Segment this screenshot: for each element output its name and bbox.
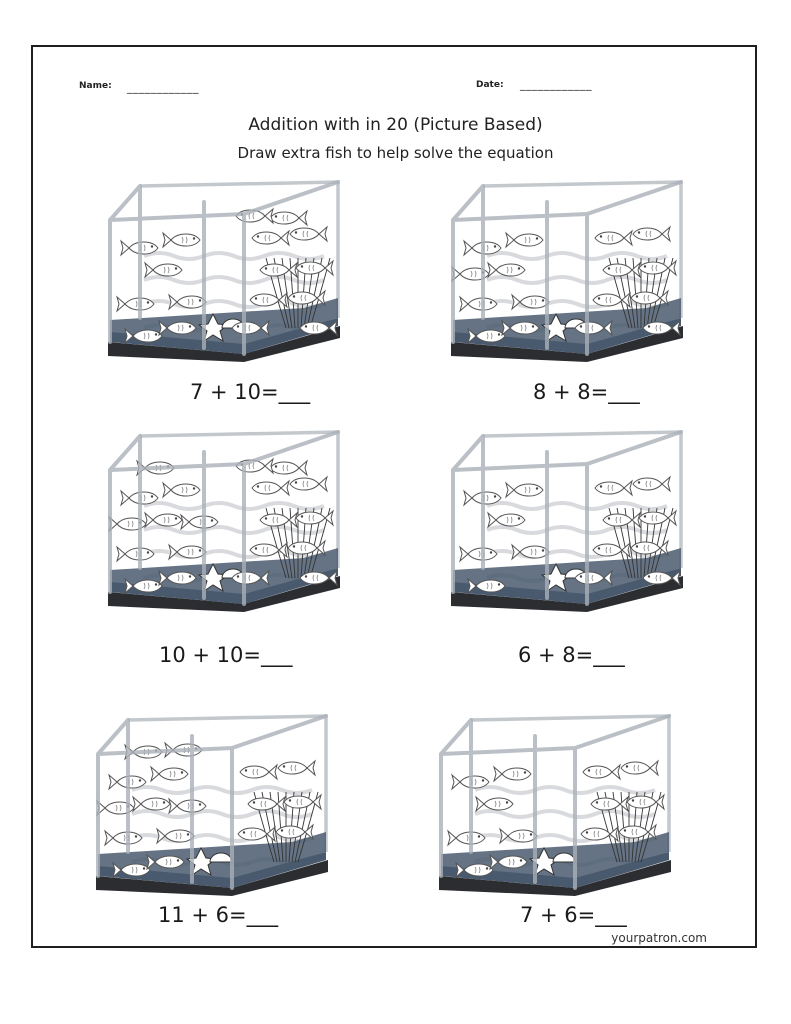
fish-icon bbox=[506, 233, 543, 247]
fish-icon bbox=[639, 261, 676, 275]
fish-icon bbox=[284, 795, 321, 809]
name-label: Name: bbox=[79, 81, 112, 91]
fish-icon bbox=[163, 233, 200, 247]
fish-icon bbox=[512, 545, 549, 559]
water-wave bbox=[144, 253, 324, 259]
fish-icon bbox=[631, 291, 668, 305]
water-wave bbox=[475, 787, 655, 793]
fish-icon bbox=[278, 761, 315, 775]
equation: 10 + 10=___ bbox=[159, 643, 293, 667]
fish-icon bbox=[290, 227, 327, 241]
fish-icon bbox=[512, 295, 549, 309]
fish-icon bbox=[270, 211, 307, 225]
water-wave bbox=[144, 527, 324, 533]
fish-icon bbox=[296, 261, 333, 275]
aquarium-illustration bbox=[92, 712, 338, 896]
water-wave bbox=[487, 527, 667, 533]
date-blank[interactable]: ____________ bbox=[520, 78, 592, 91]
fish-icon bbox=[460, 297, 497, 311]
aquarium-illustration bbox=[447, 428, 693, 612]
fish-icon bbox=[595, 481, 632, 495]
fish-icon bbox=[619, 825, 656, 839]
equation: 7 + 10=___ bbox=[190, 380, 311, 404]
aquarium-illustration bbox=[104, 428, 350, 612]
fish-icon bbox=[639, 511, 676, 525]
fish-icon bbox=[169, 295, 206, 309]
name-blank[interactable]: ____________ bbox=[127, 81, 199, 94]
fish-icon bbox=[631, 541, 668, 555]
fish-icon bbox=[583, 765, 620, 779]
fish-icon bbox=[506, 483, 543, 497]
fish-icon bbox=[488, 513, 525, 527]
water-wave bbox=[487, 503, 667, 509]
fish-icon bbox=[181, 515, 218, 529]
page-title: Addition with in 20 (Picture Based) bbox=[248, 115, 543, 135]
fish-icon bbox=[494, 767, 531, 781]
aquarium-illustration bbox=[435, 712, 681, 896]
fish-icon bbox=[633, 477, 670, 491]
footer-watermark: yourpatron.com bbox=[611, 931, 707, 945]
equation: 7 + 6=___ bbox=[520, 903, 627, 927]
fish-icon bbox=[169, 545, 206, 559]
fish-icon bbox=[117, 547, 154, 561]
water-wave bbox=[132, 787, 312, 793]
fish-icon bbox=[633, 227, 670, 241]
fish-icon bbox=[105, 831, 142, 845]
fish-icon bbox=[133, 797, 170, 811]
fish-icon bbox=[252, 481, 289, 495]
fish-icon bbox=[290, 477, 327, 491]
equation: 6 + 8=___ bbox=[518, 643, 625, 667]
fish-icon bbox=[169, 799, 206, 813]
page-subtitle: Draw extra fish to help solve the equation bbox=[237, 144, 554, 162]
fish-icon bbox=[460, 547, 497, 561]
water-wave bbox=[144, 277, 324, 283]
water-wave bbox=[475, 811, 655, 817]
water-wave bbox=[144, 503, 324, 509]
water-wave bbox=[132, 811, 312, 817]
fish-icon bbox=[488, 263, 525, 277]
fish-icon bbox=[240, 765, 277, 779]
fish-icon bbox=[288, 541, 325, 555]
fish-icon bbox=[476, 797, 513, 811]
equation: 11 + 6=___ bbox=[158, 903, 279, 927]
fish-icon bbox=[500, 829, 537, 843]
fish-icon bbox=[448, 831, 485, 845]
fish-icon bbox=[163, 483, 200, 497]
fish-icon bbox=[252, 231, 289, 245]
fish-icon bbox=[151, 767, 188, 781]
date-label: Date: bbox=[476, 80, 504, 90]
fish-icon bbox=[621, 761, 658, 775]
fish-icon bbox=[296, 511, 333, 525]
water-wave bbox=[487, 277, 667, 283]
fish-icon bbox=[157, 829, 194, 843]
fish-icon bbox=[145, 513, 182, 527]
fish-icon bbox=[117, 297, 154, 311]
aquarium-illustration bbox=[104, 178, 350, 362]
fish-icon bbox=[276, 825, 313, 839]
aquarium-illustration bbox=[447, 178, 693, 362]
water-wave bbox=[487, 253, 667, 259]
fish-icon bbox=[288, 291, 325, 305]
equation: 8 + 8=___ bbox=[533, 380, 640, 404]
fish-icon bbox=[595, 231, 632, 245]
fish-icon bbox=[145, 263, 182, 277]
fish-icon bbox=[270, 461, 307, 475]
fish-icon bbox=[627, 795, 664, 809]
